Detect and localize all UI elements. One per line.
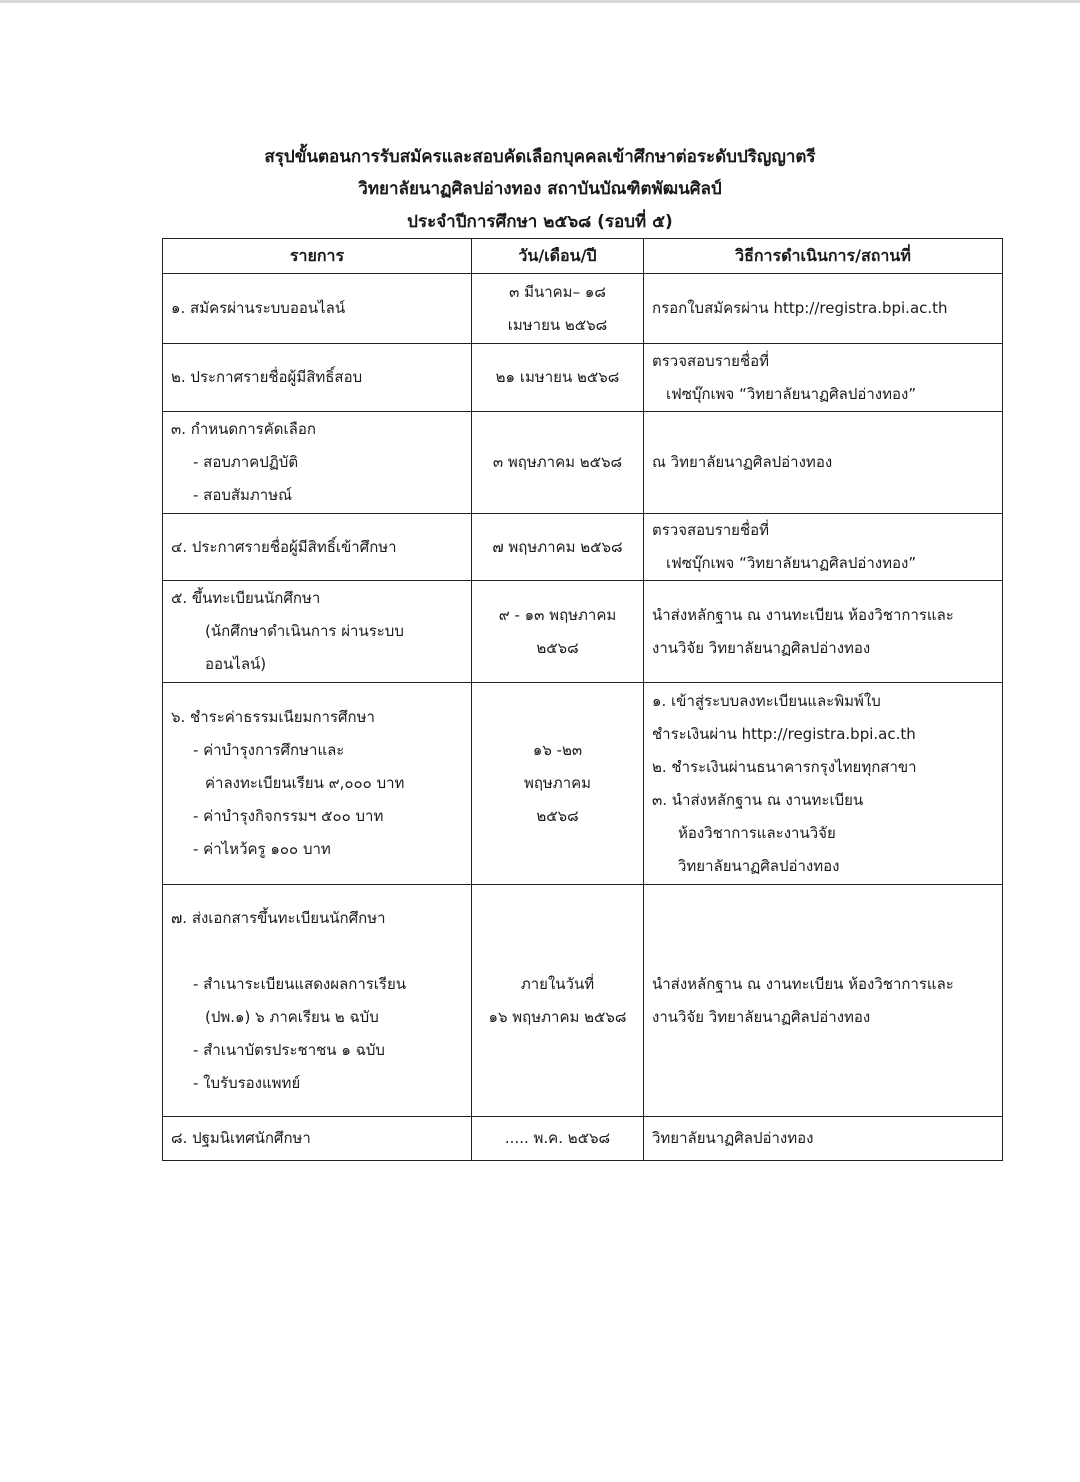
method-text: กรอกใบสมัครผ่าน http://registra.bpi.ac.th xyxy=(652,299,948,317)
method-text: งานวิจัย วิทยาลัยนาฏศิลปอ่างทอง xyxy=(652,1007,871,1026)
item-text: ออนไลน์) xyxy=(205,655,267,673)
row-6-item xyxy=(163,683,472,885)
method-text: งานวิจัย วิทยาลัยนาฏศิลปอ่างทอง xyxy=(652,638,871,657)
header-item: รายการ xyxy=(163,239,472,274)
row-2-item xyxy=(163,344,472,412)
row-5-date xyxy=(472,581,644,683)
header-method: วิธีการดำเนินการ/สถานที่ xyxy=(644,239,1003,274)
item-text: ๒. ประกาศรายชื่อผู้มีสิทธิ์สอบ xyxy=(171,368,363,386)
item-text: - ค่าบำรุงการศึกษาและ xyxy=(193,741,345,759)
row-2-date xyxy=(472,344,644,412)
document-title-line-3: ประจำปีการศึกษา ๒๕๖๘ (รอบที่ ๕) xyxy=(407,212,673,232)
method-text: เฟซบุ๊กเพจ “วิทยาลัยนาฏศิลปอ่างทอง” xyxy=(666,384,917,403)
method-text: ห้องวิชาการและงานวิจัย xyxy=(678,823,836,842)
row-8-item xyxy=(163,1117,472,1161)
row-6-date xyxy=(472,683,644,885)
table-row xyxy=(163,1117,1003,1161)
row-7-date xyxy=(472,885,644,1117)
item-text: ๖. ชำระค่าธรรมเนียมการศึกษา xyxy=(171,708,375,726)
row-5-item xyxy=(163,581,472,683)
item-text: - ค่าบำรุงกิจกรรมฯ ๕๐๐ บาท xyxy=(193,807,384,825)
item-text: (นักศึกษาดำเนินการ ผ่านระบบ xyxy=(205,622,404,640)
row-6-method xyxy=(644,683,1003,885)
date-text: ๑๖ พฤษภาคม ๒๕๖๘ xyxy=(488,1007,627,1026)
row-7-spacer xyxy=(171,935,463,968)
method-text: นำส่งหลักฐาน ณ งานทะเบียน ห้องวิชาการและ xyxy=(652,974,954,993)
date-text: ๑๖ -๒๓ xyxy=(532,741,583,759)
page-top-edge xyxy=(0,0,1080,3)
date-text: ๓ มีนาคม– ๑๘ xyxy=(509,282,606,301)
table-row xyxy=(163,885,1003,1117)
date-text: ๓ พฤษภาคม ๒๕๖๘ xyxy=(492,453,623,471)
table-row xyxy=(163,581,1003,683)
table-row xyxy=(163,514,1003,581)
date-text: ..... พ.ค. ๒๕๖๘ xyxy=(504,1129,611,1147)
item-text: - สำเนาระเบียนแสดงผลการเรียน xyxy=(193,974,407,993)
method-text: ชำระเงินผ่าน http://registra.bpi.ac.th xyxy=(652,724,916,743)
header-date: วัน/เดือน/ปี xyxy=(472,239,644,274)
row-3-item xyxy=(163,412,472,514)
date-text: ๒๑ เมษายน ๒๕๖๘ xyxy=(495,368,620,386)
item-text: ๔. ประกาศรายชื่อผู้มีสิทธิ์เข้าศึกษา xyxy=(171,537,397,556)
row-1-date xyxy=(472,274,644,344)
row-7-method xyxy=(644,885,1003,1117)
item-text: - สอบสัมภาษณ์ xyxy=(193,486,293,504)
row-3-method xyxy=(644,412,1003,514)
date-text: ๒๕๖๘ xyxy=(536,807,579,825)
item-text: ๕. ขึ้นทะเบียนนักศึกษา xyxy=(171,589,321,607)
method-text: วิทยาลัยนาฏศิลปอ่างทอง xyxy=(652,1129,814,1147)
item-text: - ใบรับรองแพทย์ xyxy=(193,1073,301,1092)
item-text: ๑. สมัครผ่านระบบออนไลน์ xyxy=(171,299,346,317)
method-text: ณ วิทยาลัยนาฏศิลปอ่างทอง xyxy=(652,453,833,471)
date-text: พฤษภาคม xyxy=(523,774,592,792)
item-text: - ค่าไหว้ครู ๑๐๐ บาท xyxy=(193,840,331,858)
row-3-date xyxy=(472,412,644,514)
method-text: ตรวจสอบรายชื่อที่ xyxy=(652,351,770,370)
item-text: ค่าลงทะเบียนเรียน ๙,๐๐๐ บาท xyxy=(205,774,405,792)
row-8-date xyxy=(472,1117,644,1161)
document-title-line-2: วิทยาลัยนาฏศิลปอ่างทอง สถาบันบัณฑิตพัฒนศิลป์ xyxy=(358,179,722,199)
table-row xyxy=(163,412,1003,514)
row-1-method xyxy=(644,274,1003,344)
date-text: ๒๕๖๘ xyxy=(536,638,579,657)
document-title-line-1: สรุปขั้นตอนการรับสมัครและสอบคัดเลือกบุคคลเข้าศึกษาต่อระดับปริญญาตรี xyxy=(264,147,816,167)
table-row xyxy=(163,344,1003,412)
row-2-method xyxy=(644,344,1003,412)
admission-schedule-table xyxy=(162,238,1003,1161)
date-text: ๗ พฤษภาคม ๒๕๖๘ xyxy=(492,537,623,556)
method-text: เฟซบุ๊กเพจ “วิทยาลัยนาฏศิลปอ่างทอง” xyxy=(666,554,917,572)
item-text: ๓. กำหนดการคัดเลือก xyxy=(171,420,316,438)
row-1-item xyxy=(163,274,472,344)
item-text: - สำเนาบัตรประชาชน ๑ ฉบับ xyxy=(193,1040,385,1059)
method-text: วิทยาลัยนาฏศิลปอ่างทอง xyxy=(678,856,840,875)
method-text: ตรวจสอบรายชื่อที่ xyxy=(652,521,770,539)
row-8-method xyxy=(644,1117,1003,1161)
item-text: (ปพ.๑) ๖ ภาคเรียน ๒ ฉบับ xyxy=(205,1007,379,1026)
table-row xyxy=(163,274,1003,344)
row-7-item xyxy=(163,885,472,1117)
row-4-item xyxy=(163,514,472,581)
method-text: ๒. ชำระเงินผ่านธนาคารกรุงไทยทุกสาขา xyxy=(652,757,917,776)
item-text: ๘. ปฐมนิเทศนักศึกษา xyxy=(171,1129,311,1147)
method-text: ๓. นำส่งหลักฐาน ณ งานทะเบียน xyxy=(652,790,864,809)
row-4-date xyxy=(472,514,644,581)
method-text: นำส่งหลักฐาน ณ งานทะเบียน ห้องวิชาการและ xyxy=(652,605,954,624)
row-5-method xyxy=(644,581,1003,683)
table-row xyxy=(163,683,1003,885)
date-text: ภายในวันที่ xyxy=(520,974,595,993)
table-header-row xyxy=(163,239,1003,274)
date-text: ๙ - ๑๓ พฤษภาคม xyxy=(498,605,617,624)
item-text: ๗. ส่งเอกสารขึ้นทะเบียนนักศึกษา xyxy=(171,908,386,927)
row-4-method xyxy=(644,514,1003,581)
method-text: ๑. เข้าสู่ระบบลงทะเบียนและพิมพ์ใบ xyxy=(652,691,881,710)
item-text: - สอบภาคปฏิบัติ xyxy=(193,453,299,471)
date-text: เมษายน ๒๕๖๘ xyxy=(507,315,608,334)
